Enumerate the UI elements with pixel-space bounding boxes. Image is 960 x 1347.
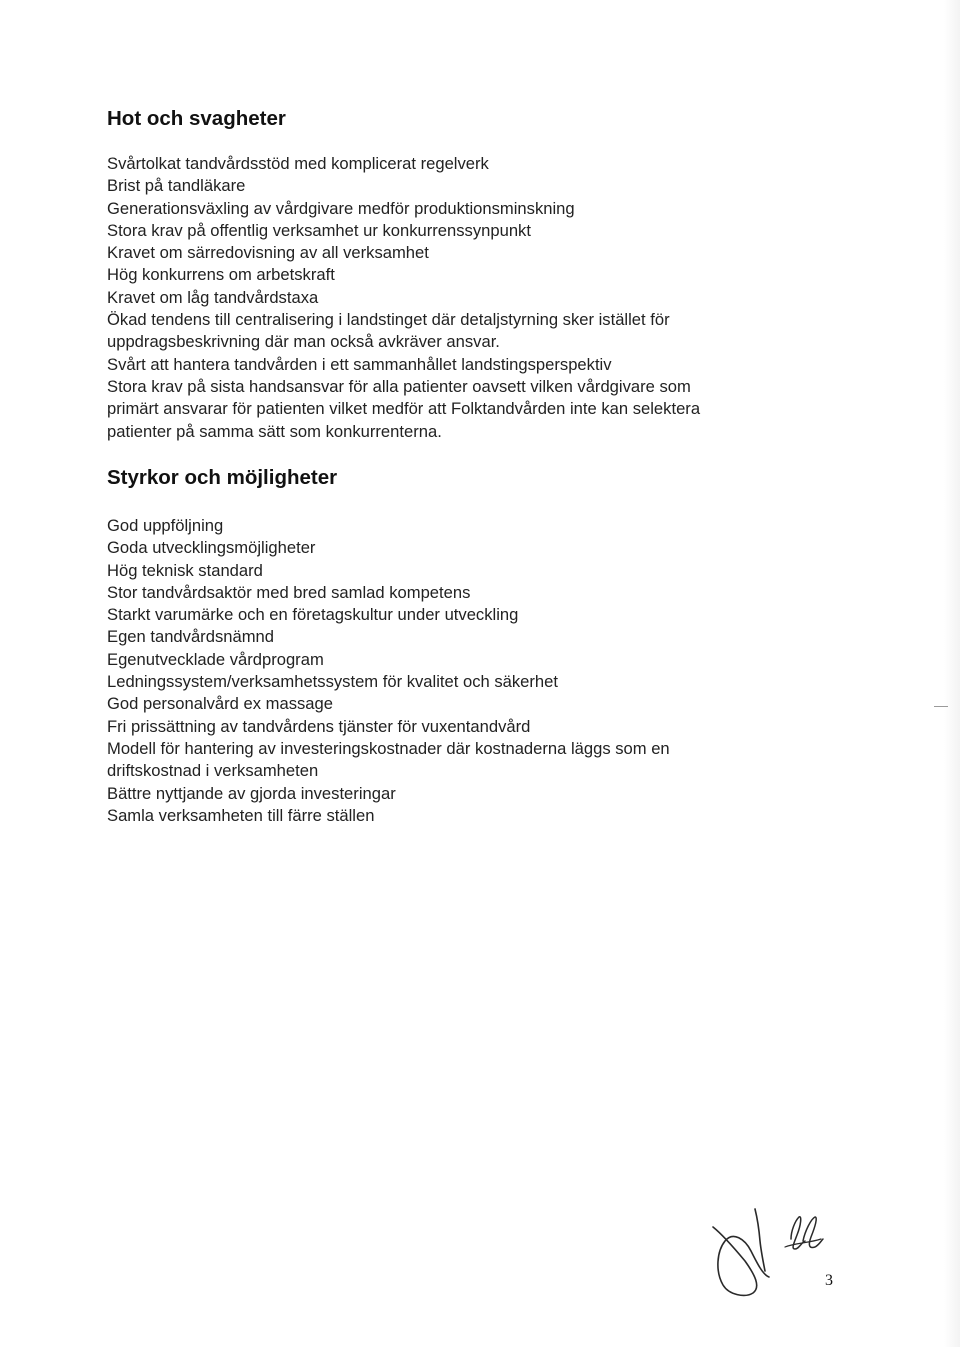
list-item: Hög konkurrens om arbetskraft	[107, 265, 335, 285]
list-item: Svårtolkat tandvårdsstöd med komplicerat regelverk	[107, 154, 489, 173]
list-item: Stora krav på sista handsansvar för alla patienter oavsett vilken vårdgivare som	[107, 376, 691, 396]
list-item: primärt ansvarar för patienten vilket medför att Folktandvården inte kan selektera	[107, 399, 701, 419]
list-item: Samla verksamheten till färre ställen	[107, 805, 375, 825]
list-item: Fri prissättning av tandvårdens tjänster för vuxentandvård	[107, 716, 531, 736]
handwritten-signature	[705, 1205, 830, 1300]
list-item: God uppföljning	[107, 516, 224, 535]
list-item: patienter på samma sätt som konkurrenterna.	[107, 421, 442, 441]
list-item: Starkt varumärke och en företagskultur under utveckling	[107, 605, 519, 625]
list-item: Stora krav på offentlig verksamhet ur konkurrenssynpunkt	[107, 220, 531, 240]
list-item: uppdragsbeskrivning där man också avkräver ansvar.	[107, 332, 500, 352]
list-item: driftskostnad i verksamheten	[107, 761, 319, 781]
page-edge-shadow	[944, 0, 960, 1347]
section-heading-strengths: Styrkor och möjligheter	[107, 466, 338, 489]
list-item: Ökad tendens till centralisering i landstinget där detaljstyrning sker istället för	[107, 310, 670, 330]
list-item: Bättre nyttjande av gjorda investeringar	[107, 783, 396, 803]
list-item: Generationsväxling av vårdgivare medför produktionsminskning	[107, 198, 575, 218]
section-heading-threats: Hot och svagheter	[107, 107, 286, 130]
list-item: God personalvård ex massage	[107, 694, 333, 714]
margin-mark	[934, 706, 948, 707]
list-item: Brist på tandläkare	[107, 176, 246, 196]
list-item: Egen tandvårdsnämnd	[107, 627, 274, 647]
list-item: Ledningssystem/verksamhetssystem för kvalitet och säkerhet	[107, 672, 558, 692]
page-number: 3	[825, 1272, 833, 1289]
threats-list	[107, 153, 700, 443]
list-item: Kravet om låg tandvårdstaxa	[107, 287, 319, 307]
list-item: Hög teknisk standard	[107, 560, 263, 580]
list-item: Stor tandvårdsaktör med bred samlad kompetens	[107, 582, 471, 602]
list-item: Modell för hantering av investeringskostnader där kostnaderna läggs som en	[107, 738, 670, 758]
list-item: Kravet om särredovisning av all verksamhet	[107, 243, 429, 263]
strengths-list	[107, 515, 670, 827]
list-item: Svårt att hantera tandvården i ett sammanhållet landstingsperspektiv	[107, 354, 612, 374]
list-item: Goda utvecklingsmöjligheter	[107, 538, 316, 558]
list-item: Egenutvecklade vårdprogram	[107, 649, 324, 669]
